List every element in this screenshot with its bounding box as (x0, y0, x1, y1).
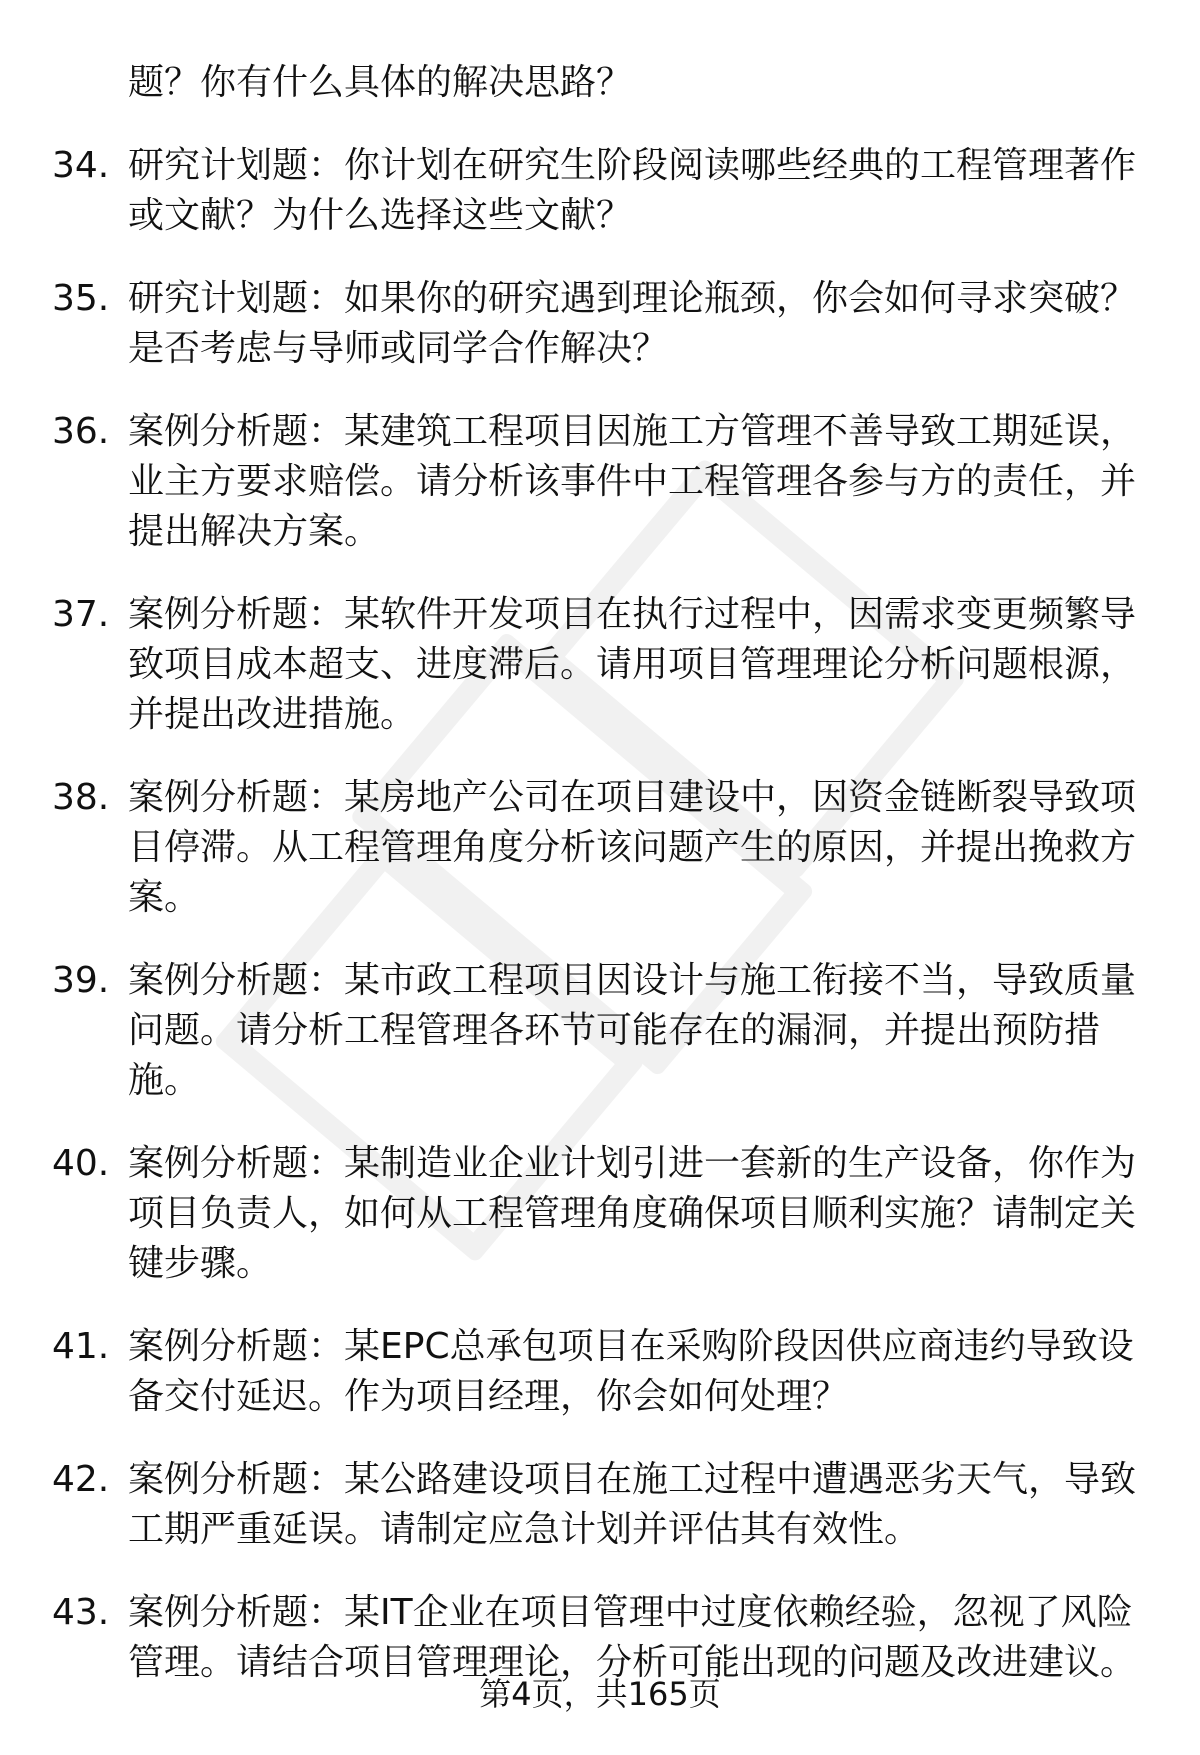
question-line: 或文献？为什么选择这些文献？ (128, 195, 633, 236)
question-line: 案例分析题：某IT企业在项目管理中过度依赖经验，忽视了风险 (128, 1592, 1133, 1633)
question-number: 43. (52, 1592, 110, 1633)
question-item (0, 1139, 1200, 1289)
question-line: 并提出改进措施。 (128, 694, 417, 735)
question-item (0, 141, 1200, 241)
document-body (0, 58, 1200, 1721)
question-item (0, 1455, 1200, 1555)
question-line: 案例分析题：某建筑工程项目因施工方管理不善导致工期延误， (128, 411, 1137, 452)
question-line: 案例分析题：某软件开发项目在执行过程中，因需求变更频繁导 (128, 594, 1137, 635)
question-line: 案例分析题：某房地产公司在项目建设中，因资金链断裂导致项 (128, 777, 1137, 818)
question-number: 40. (52, 1143, 110, 1184)
question-number: 38. (52, 777, 110, 818)
question-line: 案例分析题：某EPC总承包项目在采购阶段因供应商违约导致设 (128, 1326, 1134, 1367)
question-number: 34. (52, 145, 110, 186)
question-item (0, 590, 1200, 740)
question-line: 案例分析题：某公路建设项目在施工过程中遭遇恶劣天气，导致 (128, 1459, 1137, 1500)
question-item (0, 956, 1200, 1106)
question-line: 研究计划题：你计划在研究生阶段阅读哪些经典的工程管理著作 (128, 145, 1137, 186)
question-line: 工期严重延误。请制定应急计划并评估其有效性。 (128, 1509, 921, 1550)
question-line: 研究计划题：如果你的研究遇到理论瓶颈，你会如何寻求突破？ (128, 278, 1137, 319)
question-number: 41. (52, 1326, 110, 1367)
question-line: 是否考虑与导师或同学合作解决？ (128, 328, 669, 369)
question-number: 39. (52, 960, 110, 1001)
question-line: 备交付延迟。作为项目经理，你会如何处理？ (128, 1376, 849, 1417)
page-footer: 第4页，共165页 (479, 1675, 721, 1713)
question-item (0, 274, 1200, 374)
question-continuation (0, 58, 1200, 108)
question-line: 键步骤。 (128, 1243, 273, 1284)
question-line: 题？你有什么具体的解决思路？ (128, 62, 633, 103)
question-item (0, 407, 1200, 557)
question-line: 施。 (128, 1060, 201, 1101)
question-item (0, 1322, 1200, 1422)
question-line: 业主方要求赔偿。请分析该事件中工程管理各参与方的责任，并 (128, 461, 1137, 502)
question-number: 35. (52, 278, 110, 319)
question-number: 37. (52, 594, 110, 635)
question-line: 案例分析题：某市政工程项目因设计与施工衔接不当，导致质量 (128, 960, 1137, 1001)
question-line: 案例分析题：某制造业企业计划引进一套新的生产设备，你作为 (128, 1143, 1137, 1184)
question-item (0, 773, 1200, 923)
question-line: 项目负责人，如何从工程管理角度确保项目顺利实施？请制定关 (128, 1193, 1137, 1234)
question-number: 36. (52, 411, 110, 452)
question-line: 目停滞。从工程管理角度分析该问题产生的原因，并提出挽救方 (128, 827, 1137, 868)
question-line: 案。 (128, 877, 201, 918)
question-number: 42. (52, 1459, 110, 1500)
question-line: 致项目成本超支、进度滞后。请用项目管理理论分析问题根源， (128, 644, 1137, 685)
question-line: 提出解决方案。 (128, 511, 381, 552)
question-line: 问题。请分析工程管理各环节可能存在的漏洞，并提出预防措 (128, 1010, 1101, 1051)
question-line: 管理。请结合项目管理理论，分析可能出现的问题及改进建议。 (128, 1642, 1137, 1683)
